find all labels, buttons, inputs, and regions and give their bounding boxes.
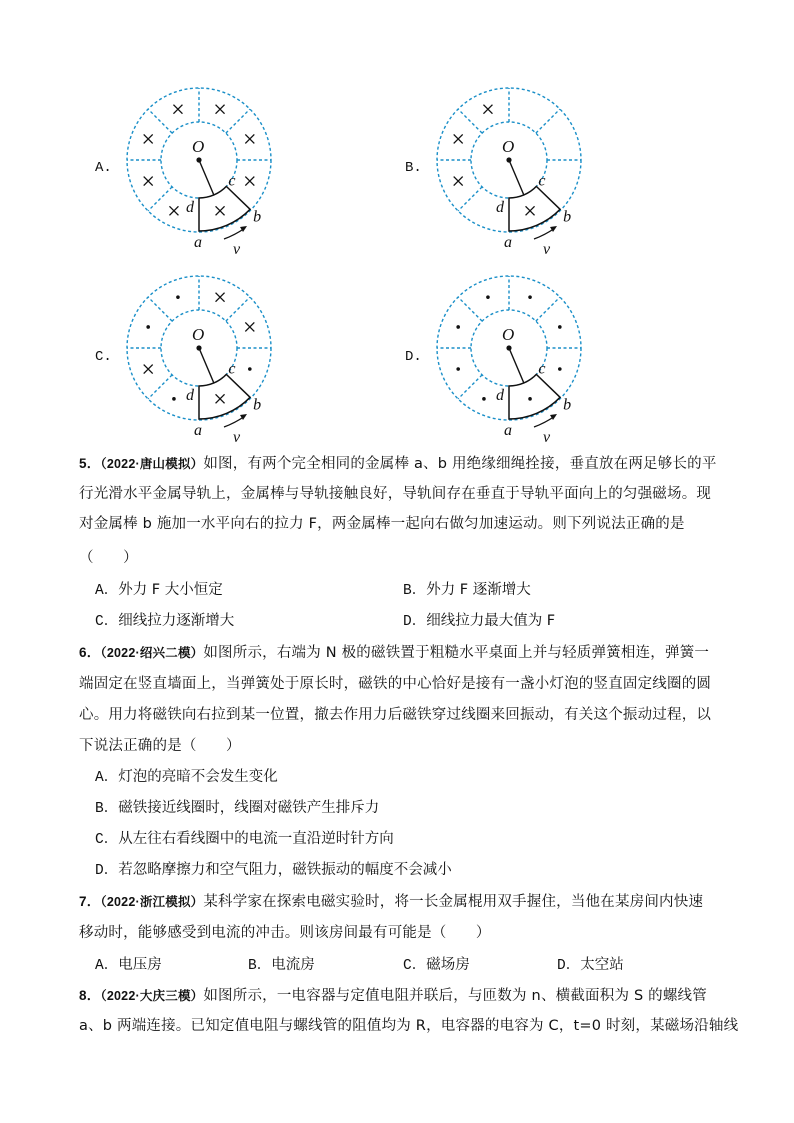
label-c: c (228, 172, 236, 190)
rotating-rod (509, 160, 524, 195)
pivot-point-icon (196, 157, 201, 162)
field-into-page-icon (144, 365, 153, 374)
question-stem-line (79, 643, 709, 663)
sector-divider (226, 297, 250, 321)
choice-text: 磁场房 (426, 957, 470, 973)
label-v: v (543, 429, 551, 443)
choice-b[interactable] (248, 955, 315, 976)
field-ring-diagram (430, 80, 600, 255)
label-a: a (504, 422, 512, 439)
stem-text: 如图所示，一电容器与定值电阻并联后，与匝数为 n、横截面积为 S 的螺线管 (203, 988, 707, 1004)
field-into-page-icon (216, 293, 225, 302)
field-out-of-page-icon (248, 367, 252, 371)
sector-divider (148, 109, 172, 133)
label-v: v (233, 429, 241, 443)
question-number: 7． (79, 894, 101, 909)
wire-frame-abcd (199, 374, 250, 419)
choice-d[interactable] (557, 955, 624, 976)
choice-c[interactable] (95, 611, 234, 632)
option-label: D. (405, 349, 422, 365)
choice-b[interactable] (403, 580, 531, 601)
field-into-page-icon (454, 134, 463, 143)
question-stem-line: 行光滑水平金属导轨上，金属棒与导轨接触良好，导轨间存在垂直于导轨平面向上的匀强磁场。现 (79, 486, 712, 502)
choice-letter: D． (95, 863, 119, 879)
label-b: b (563, 208, 572, 226)
label-d: d (496, 387, 504, 404)
label-a: a (194, 422, 202, 439)
question-stem-line: 端固定在竖直墙面上，当弹簧处于原长时，磁铁的中心恰好是接有一盏小灯泡的竖直固定线圈的圆 (79, 676, 712, 692)
pivot-point-icon (506, 157, 511, 162)
label-c: c (228, 360, 236, 378)
sector-divider (148, 297, 172, 321)
sector-divider (458, 187, 482, 211)
choice-c[interactable] (403, 955, 470, 976)
label-b: b (253, 396, 262, 414)
field-into-page-icon (483, 105, 492, 114)
question-source: （2022·大庆三模） (100, 989, 204, 1003)
label-d: d (186, 199, 194, 216)
field-ring-diagram (120, 268, 290, 443)
choice-b[interactable] (95, 798, 379, 819)
pivot-point-icon (196, 345, 201, 350)
question-stem-line (79, 892, 703, 912)
field-out-of-page-icon (456, 325, 460, 329)
choice-letter: A． (95, 770, 119, 786)
field-out-of-page-icon (558, 367, 562, 371)
choice-d[interactable] (403, 611, 555, 632)
option-label: B. (405, 160, 422, 176)
question-number: 8． (79, 988, 101, 1003)
rotating-rod (199, 160, 214, 195)
field-out-of-page-icon (456, 367, 460, 371)
wire-frame-abcd (199, 186, 250, 231)
choice-letter: B． (248, 958, 272, 974)
field-out-of-page-icon (528, 295, 532, 299)
choice-letter: A． (95, 583, 119, 599)
question-stem-line (79, 454, 717, 474)
choice-text: 太空站 (580, 957, 624, 973)
choice-letter: B． (95, 801, 119, 817)
sector-divider (226, 109, 250, 133)
question-source: （2022·浙江模拟） (100, 895, 204, 909)
question-stem-line: 下说法正确的是（ ） (79, 738, 241, 754)
sector-divider (536, 297, 560, 321)
question-number: 5． (79, 456, 101, 471)
choice-text: 从左往右看线圈中的电流一直沿逆时针方向 (118, 831, 394, 847)
option-label: A. (95, 160, 112, 176)
sector-divider (458, 297, 482, 321)
choice-letter: D． (403, 614, 427, 630)
choice-text: 细线拉力最大值为 F (426, 613, 556, 629)
pivot-point-icon (506, 345, 511, 350)
choice-text: 电压房 (118, 957, 162, 973)
sector-divider (458, 375, 482, 399)
question-source: （2022·唐山模拟） (100, 457, 204, 471)
choice-text: 外力 F 逐渐增大 (426, 582, 531, 598)
label-o: O (192, 137, 205, 156)
label-o: O (192, 325, 205, 344)
choice-letter: A． (95, 958, 119, 974)
choice-text: 灯泡的亮暗不会发生变化 (118, 769, 278, 785)
choice-text: 外力 F 大小恒定 (118, 582, 223, 598)
field-into-page-icon (144, 134, 153, 143)
field-into-page-icon (144, 177, 153, 186)
choice-text: 若忽略摩擦力和空气阻力，磁铁振动的幅度不会减小 (118, 862, 452, 878)
label-b: b (563, 396, 572, 414)
question-stem-line (79, 986, 707, 1006)
label-d: d (186, 387, 194, 404)
question-stem-line: 心。用力将磁铁向右拉到某一位置，撤去作用力后磁铁穿过线圈来回振动，有关这个振动过程，以 (79, 707, 712, 723)
label-a: a (194, 234, 202, 251)
field-into-page-icon (245, 134, 254, 143)
stem-text: 某科学家在探索电磁实验时，将一长金属棍用双手握住，当他在某房间内快速 (203, 894, 704, 910)
answer-blank: （ ） (79, 550, 138, 566)
field-out-of-page-icon (172, 397, 176, 401)
field-into-page-icon (216, 105, 225, 114)
field-into-page-icon (454, 177, 463, 186)
label-c: c (538, 172, 546, 190)
field-out-of-page-icon (176, 295, 180, 299)
question-stem-line: 对金属棒 b 施加一水平向右的拉力 F，两金属棒一起向右做匀加速运动。则下列说法正确的是 (79, 516, 685, 532)
sector-divider (458, 109, 482, 133)
wire-frame-abcd (509, 186, 560, 231)
question-stem-line: a、b 两端连接。已知定值电阻与螺线管的阻值均为 R，电容器的电容为 C，t=0 时刻，某磁场沿轴线 (79, 1018, 739, 1034)
option-label: C. (95, 349, 112, 365)
wire-frame-abcd (509, 374, 560, 419)
label-a: a (504, 234, 512, 251)
stem-text: 如图，有两个完全相同的金属棒 a、b 用绝缘细绳拴接，垂直放在两足够长的平 (203, 456, 717, 472)
stem-text: 如图所示，右端为 N 极的磁铁置于粗糙水平桌面上并与轻质弹簧相连，弹簧一 (203, 645, 710, 661)
question-number: 6． (79, 645, 101, 660)
sector-divider (148, 375, 172, 399)
field-into-page-icon (169, 206, 178, 215)
choice-text: 磁铁接近线圈时，线圈对磁铁产生排斥力 (118, 800, 380, 816)
choice-c[interactable] (95, 829, 394, 850)
sector-divider (148, 187, 172, 211)
rotating-rod (509, 348, 524, 383)
label-d: d (496, 199, 504, 216)
choice-letter: D． (557, 958, 581, 974)
field-out-of-page-icon (146, 325, 150, 329)
choice-text: 细线拉力逐渐增大 (118, 613, 235, 629)
field-ring-diagram (120, 80, 290, 255)
question-stem-line: 移动时，能够感受到电流的冲击。则该房间最有可能是（ ） (79, 925, 491, 941)
field-out-of-page-icon (528, 397, 532, 401)
field-out-of-page-icon (558, 325, 562, 329)
label-o: O (502, 325, 515, 344)
label-c: c (538, 360, 546, 378)
choice-d[interactable] (95, 860, 452, 881)
sector-divider (536, 109, 560, 133)
label-v: v (233, 241, 241, 255)
field-into-page-icon (245, 177, 254, 186)
label-b: b (253, 208, 262, 226)
field-into-page-icon (245, 322, 254, 331)
choice-a[interactable] (95, 955, 162, 976)
rotating-rod (199, 348, 214, 383)
choice-a[interactable] (95, 767, 278, 788)
field-out-of-page-icon (482, 397, 486, 401)
label-v: v (543, 241, 551, 255)
choice-letter: B． (403, 583, 427, 599)
label-o: O (502, 137, 515, 156)
question-source: （2022·绍兴二模） (100, 646, 204, 660)
choice-text: 电流房 (271, 957, 315, 973)
choice-letter: C． (95, 832, 119, 848)
field-out-of-page-icon (486, 295, 490, 299)
choice-a[interactable] (95, 580, 223, 601)
choice-letter: C． (403, 958, 427, 974)
field-ring-diagram (430, 268, 600, 443)
choice-letter: C． (95, 614, 119, 630)
field-into-page-icon (173, 105, 182, 114)
